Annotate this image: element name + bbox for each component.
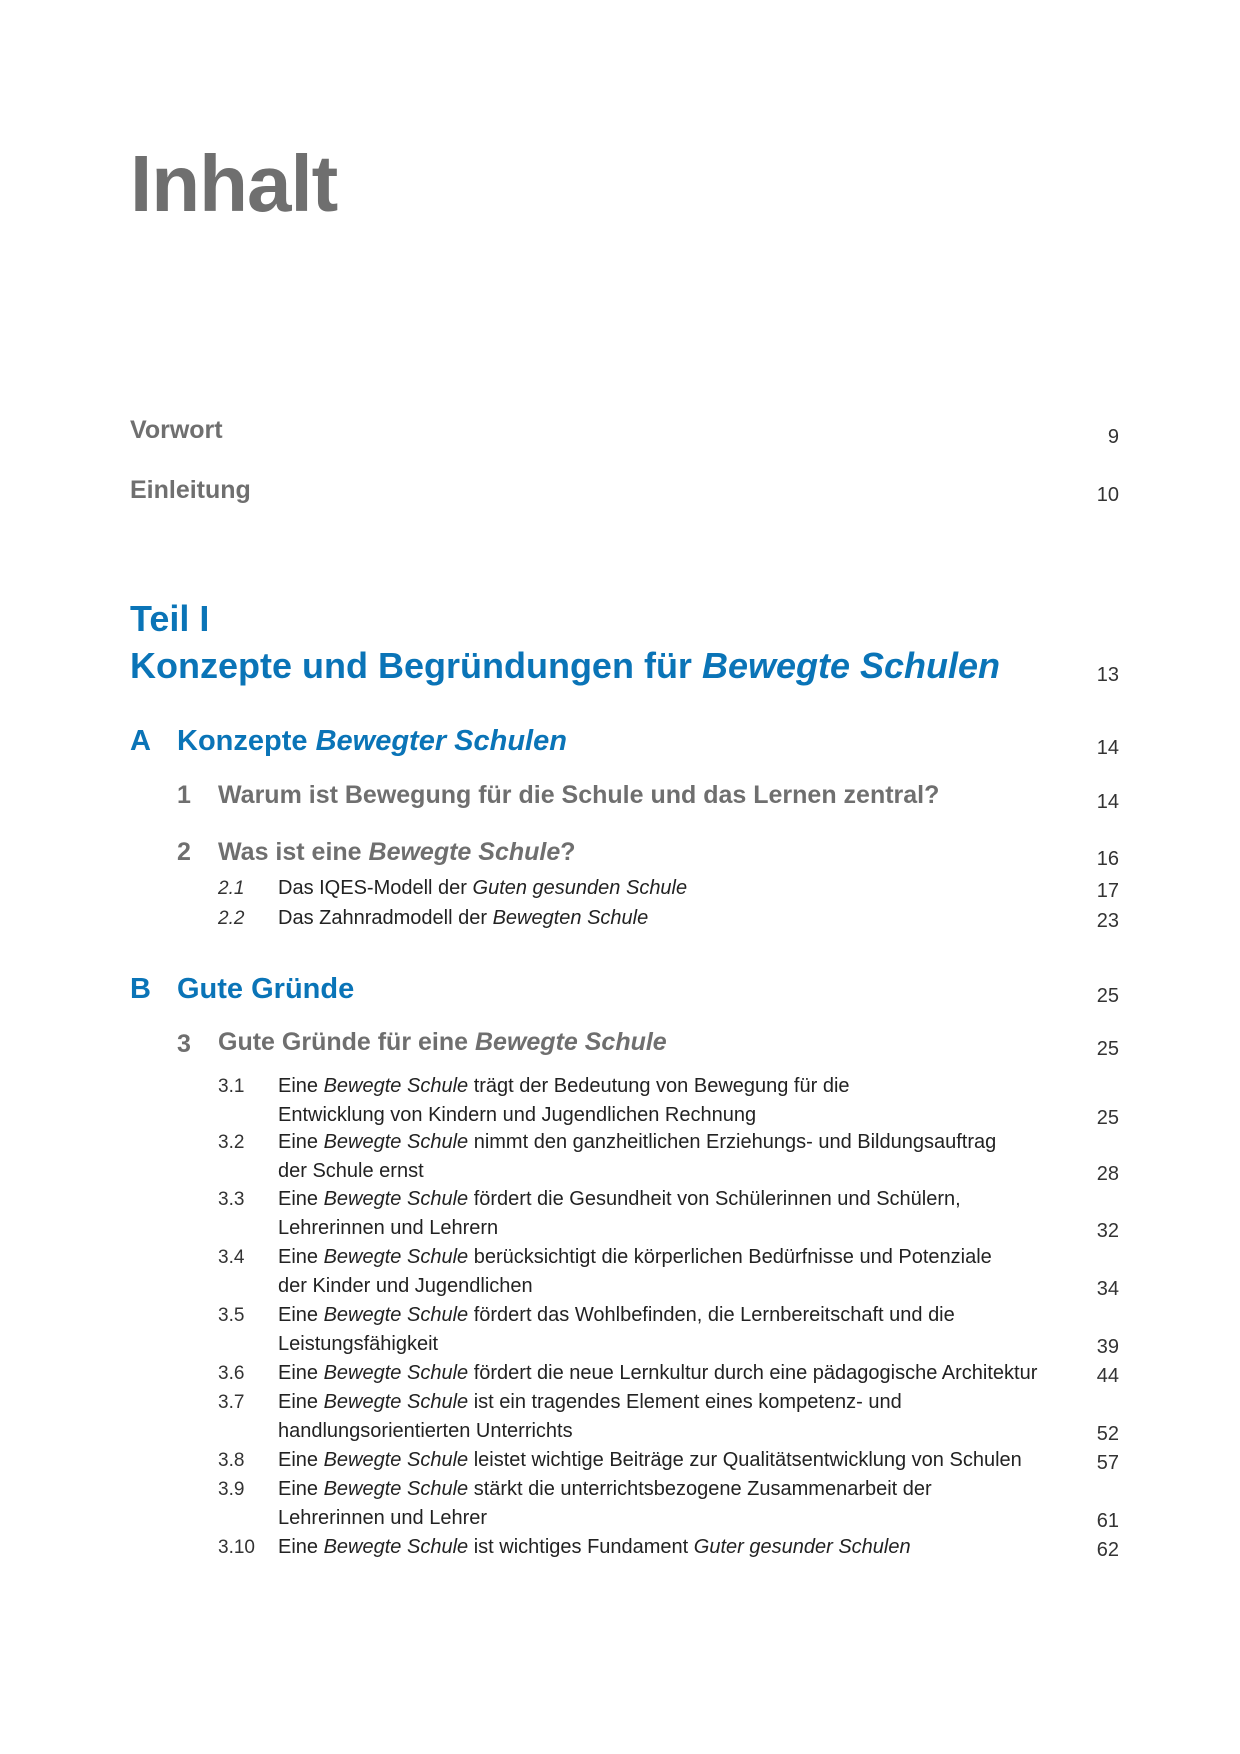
chapter-title xyxy=(218,838,576,867)
subentry-number: 3.2 xyxy=(218,1132,245,1153)
subentry-title-line1: leistet wichtige Beiträge zur Qualitätsentwicklung von Schulen xyxy=(468,1449,1022,1471)
page-number: 25 xyxy=(1096,1107,1119,1129)
subentry-title xyxy=(278,904,648,933)
subentry-title-italic: Bewegte Schule xyxy=(323,1246,469,1268)
subentry-title-italic: Bewegte Schule xyxy=(323,1131,469,1153)
subentry-title-line1: berücksichtigt die körperlichen Bedürfnisse und Potenziale xyxy=(468,1246,992,1268)
page-number: 25 xyxy=(1096,1038,1119,1060)
subentry-title-line2: Lehrerinnen und Lehrer xyxy=(278,1507,488,1529)
subentry-title xyxy=(278,1359,1037,1388)
subentry-number: 3.5 xyxy=(218,1305,245,1326)
page-title: Inhalt xyxy=(130,139,338,228)
subentry-title xyxy=(278,1533,911,1562)
subentry-title-italic: Bewegte Schule xyxy=(323,1449,469,1471)
subentry-title-line1: trägt der Bedeutung von Bewegung für die xyxy=(468,1075,850,1097)
subentry-title-line1: ist wichtiges Fundament xyxy=(468,1536,694,1558)
subentry-title xyxy=(278,1072,850,1130)
subentry-title xyxy=(278,1243,992,1301)
subentry-title-line1: ist ein tragendes Element eines kompetenz- und xyxy=(468,1391,902,1413)
page-number: 62 xyxy=(1096,1539,1119,1561)
section-title xyxy=(177,725,567,758)
subentry-title-italic: Bewegten Schule xyxy=(492,907,649,929)
subentry-title-italic: Bewegte Schule xyxy=(323,1391,469,1413)
page-number: 57 xyxy=(1096,1452,1119,1474)
page-number: 52 xyxy=(1096,1423,1119,1445)
section-letter: A xyxy=(130,725,151,757)
subentry-title xyxy=(278,1301,955,1359)
chapter-title xyxy=(218,1028,667,1057)
subentry-title-line1: nimmt den ganzheitlichen Erziehungs- und Bildungsauftrag xyxy=(468,1131,997,1153)
subentry-title-regular: Eine xyxy=(278,1362,324,1384)
subentry-title-regular: Eine xyxy=(278,1536,324,1558)
subentry-title-italic-2: Guter gesunder Schulen xyxy=(693,1536,911,1558)
section-title-italic: Bewegter Schulen xyxy=(315,725,567,757)
subentry-title-regular: Das IQES-Modell der xyxy=(278,877,473,899)
subentry-title-line2: handlungsorientierten Unterrichts xyxy=(278,1420,573,1442)
subentry-title-line1: fördert das Wohlbefinden, die Lernbereitschaft und die xyxy=(468,1304,955,1326)
subentry-title xyxy=(278,1128,996,1186)
subentry-number: 3.6 xyxy=(218,1363,245,1384)
subentry-title-line1: fördert die Gesundheit von Schülerinnen und Schülern, xyxy=(468,1188,961,1210)
subentry-title xyxy=(278,1185,961,1243)
part-title-italic: Bewegte Schulen xyxy=(701,645,1001,686)
subentry-title xyxy=(278,1388,902,1446)
page-number: 14 xyxy=(1096,791,1119,813)
subentry-title-italic: Bewegte Schule xyxy=(323,1362,469,1384)
chapter-number: 3 xyxy=(177,1030,191,1058)
subentry-title-line2: der Schule ernst xyxy=(278,1160,424,1182)
subentry-title-line1: stärkt die unterrichtsbezogene Zusammenarbeit der xyxy=(468,1478,932,1500)
subentry-number: 3.4 xyxy=(218,1247,245,1268)
subentry-title-italic: Bewegte Schule xyxy=(323,1536,469,1558)
subentry-title-regular: Eine xyxy=(278,1304,324,1326)
page-number: 14 xyxy=(1096,737,1119,759)
page-number: 61 xyxy=(1096,1510,1119,1532)
chapter-title-regular: Was ist eine xyxy=(218,838,369,866)
subentry-title xyxy=(278,1475,932,1533)
page-number: 34 xyxy=(1096,1278,1119,1300)
chapter-title-regular: Gute Gründe für eine xyxy=(218,1028,475,1056)
subentry-title-italic: Bewegte Schule xyxy=(323,1304,469,1326)
entry-label: Einleitung xyxy=(130,476,251,504)
chapter-number: 2 xyxy=(177,838,191,866)
subentry-number: 3.8 xyxy=(218,1450,245,1471)
page-number: 39 xyxy=(1096,1336,1119,1358)
page-number: 13 xyxy=(1096,664,1119,686)
subentry-number: 3.7 xyxy=(218,1392,245,1413)
subentry-title-line1: fördert die neue Lernkultur durch eine pädagogische Architektur xyxy=(468,1362,1038,1384)
subentry-number: 2.2 xyxy=(218,908,245,929)
page-number: 16 xyxy=(1096,848,1119,870)
section-title: Gute Gründe xyxy=(177,973,355,1005)
chapter-title: Warum ist Bewegung für die Schule und das Lernen zentral? xyxy=(218,781,940,809)
subentry-title-regular: Eine xyxy=(278,1075,324,1097)
part-title xyxy=(130,645,1000,687)
page-number: 25 xyxy=(1096,985,1119,1007)
chapter-title-italic: Bewegte Schule xyxy=(474,1028,667,1056)
subentry-title-italic: Bewegte Schule xyxy=(323,1188,469,1210)
subentry-title-regular: Das Zahnradmodell der xyxy=(278,907,493,929)
subentry-title-italic: Guten gesunden Schule xyxy=(472,877,688,899)
subentry-title-line2: Leistungsfähigkeit xyxy=(278,1333,439,1355)
subentry-title xyxy=(278,1446,1022,1475)
subentry-title-line2: Lehrerinnen und Lehrern xyxy=(278,1217,499,1239)
part-label: Teil I xyxy=(130,598,210,639)
subentry-number: 3.9 xyxy=(218,1479,245,1500)
subentry-number: 3.10 xyxy=(218,1537,255,1558)
page-number: 44 xyxy=(1096,1365,1119,1387)
subentry-title-regular: Eine xyxy=(278,1188,324,1210)
page-number: 28 xyxy=(1096,1163,1119,1185)
subentry-number: 3.1 xyxy=(218,1076,245,1097)
chapter-title-suffix: ? xyxy=(560,838,576,866)
subentry-title-regular: Eine xyxy=(278,1391,324,1413)
page-number: 17 xyxy=(1096,880,1119,902)
chapter-number: 1 xyxy=(177,781,191,809)
section-title-regular: Konzepte xyxy=(177,725,316,757)
section-letter: B xyxy=(130,973,151,1005)
subentry-title-regular: Eine xyxy=(278,1449,324,1471)
subentry-title-regular: Eine xyxy=(278,1131,324,1153)
subentry-title-italic: Bewegte Schule xyxy=(323,1075,469,1097)
subentry-title xyxy=(278,874,687,903)
subentry-title-italic: Bewegte Schule xyxy=(323,1478,469,1500)
page-number: 23 xyxy=(1096,910,1119,932)
subentry-title-regular: Eine xyxy=(278,1478,324,1500)
chapter-title-italic: Bewegte Schule xyxy=(368,838,561,866)
entry-label: Vorwort xyxy=(130,416,223,444)
subentry-title-regular: Eine xyxy=(278,1246,324,1268)
subentry-title-line2: der Kinder und Jugendlichen xyxy=(278,1275,533,1297)
page-number: 9 xyxy=(1107,426,1119,448)
subentry-number: 3.3 xyxy=(218,1189,245,1210)
page-number: 10 xyxy=(1096,484,1119,506)
page-number: 32 xyxy=(1096,1220,1119,1242)
part-title-regular: Konzepte und Begründungen für xyxy=(130,645,702,686)
subentry-number: 2.1 xyxy=(218,878,245,899)
subentry-title-line2: Entwicklung von Kindern und Jugendlichen Rechnung xyxy=(278,1104,757,1126)
